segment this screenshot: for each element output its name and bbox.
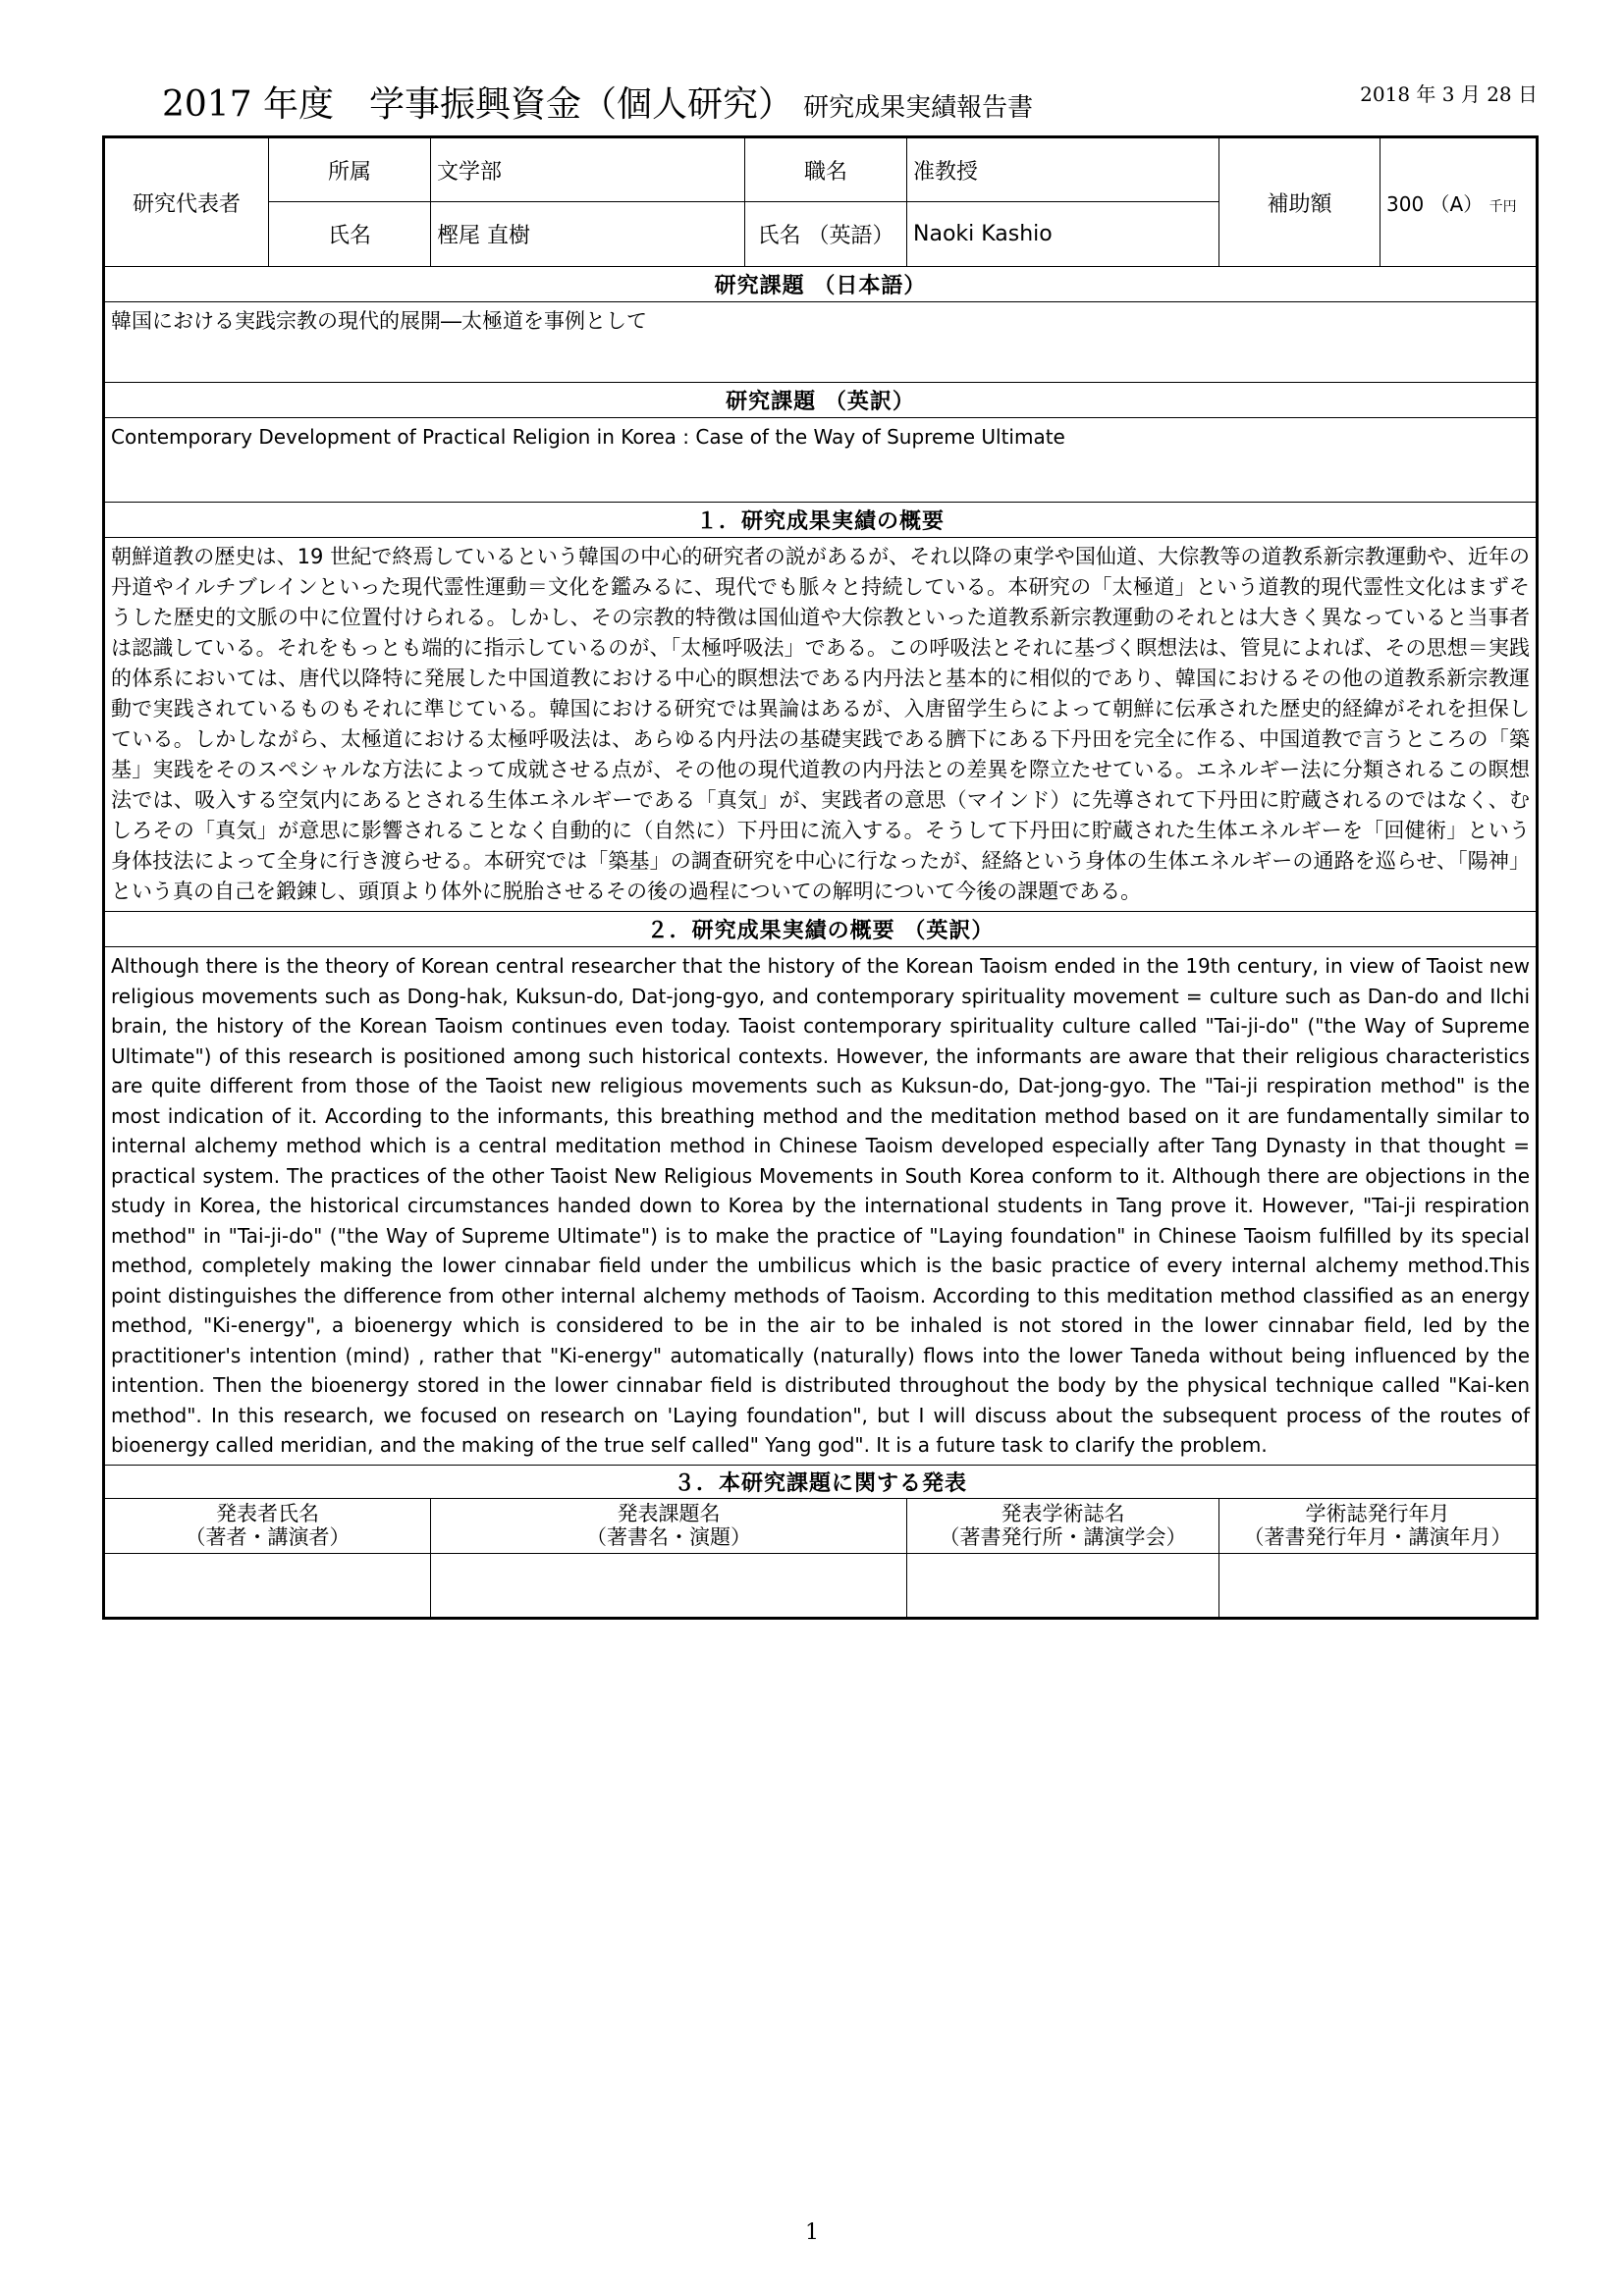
pub-col-journal-sub: （著書発行所・講演学会） [939, 1525, 1187, 1549]
summary-en-header-row [104, 912, 1538, 947]
pub-col-presenter-title: 発表者氏名 [216, 1502, 319, 1525]
summary-en-body-row [104, 947, 1538, 1466]
pub-col-title-sub: （著書名・演題） [586, 1525, 751, 1549]
publications-header-row [104, 1465, 1538, 1498]
name-label: 氏名 [269, 202, 431, 267]
topic-en-body-row [104, 418, 1538, 503]
grant-value [1380, 137, 1538, 267]
topic-ja-heading: 研究課題 （日本語） [104, 267, 1538, 302]
researcher-role-label: 研究代表者 [104, 137, 269, 267]
pub-col-presenter-sub: （著者・講演者） [185, 1525, 351, 1549]
topic-ja-header-row [104, 267, 1538, 302]
pub-col-date-sub: （著書発行年月・講演年月） [1243, 1525, 1512, 1549]
pub-col-presenter [104, 1498, 431, 1553]
title-main: 2017 年度 学事振興資金（個人研究） [162, 84, 794, 125]
topic-en-text: Contemporary Development of Practical Religion in Korea : Case of the Way of Supreme Ultimate [104, 418, 1538, 503]
pub-col-journal-title: 発表学術誌名 [1001, 1502, 1125, 1525]
name-value: 樫尾 直樹 [431, 202, 745, 267]
report-form [102, 135, 1539, 1620]
position-label: 職名 [745, 137, 907, 202]
pub-col-title-title: 発表課題名 [617, 1502, 721, 1525]
affiliation-label: 所属 [269, 137, 431, 202]
grant-label: 補助額 [1219, 137, 1380, 267]
title-sub: 研究成果実績報告書 [803, 93, 1034, 123]
summary-ja-header-row [104, 503, 1538, 538]
pub-cell-presenter [104, 1553, 431, 1618]
topic-en-header-row [104, 383, 1538, 418]
summary-ja-heading: １．研究成果実績の概要 [104, 503, 1538, 538]
pub-cell-title [431, 1553, 907, 1618]
summary-ja-text: 朝鮮道教の歴史は、19 世紀で終焉しているという韓国の中心的研究者の説があるが、それ以降の東学や国仙道、大倧教等の道教系新宗教運動や、近年の丹道やイルチブレインといった現代霊性運動＝文化を鑑みるに、現代でも脈々と持続している。本研究の「太極道」という道教的現代霊性文化はまずそうした歴史的文脈の中に位置付けられる。しかし、その宗教的特徴は国仙道や大倧教といった道教系新宗教運動のそれとは大きく異なっていると当事者は認識している。それをもっとも端的に指示しているのが、「太極呼吸法」である。この呼吸法とそれに基づく瞑想法は、管見によれば、その思想＝実践的体系においては、唐代以降特に発展した中国道教における中心的瞑想法である内丹法と基本的に相似的であり、韓国におけるその他の道教系新宗教運動で実践されているものもそれに準じている。韓国における研究では異論はあるが、入唐留学生らによって朝鮮に伝承された歴史的経緯がそれを担保している。しかしながら、太極道における太極呼吸法は、あらゆる内丹法の基礎実践である臍下にある下丹田を完全に作る、中国道教で言うところの「築基」実践をそのスペシャルな方法によって成就させる点が、その他の現代道教の内丹法との差異を際立たせている。エネルギー法に分類されるこの瞑想法では、吸入する空気内にあるとされる生体エネルギーである「真気」が、実践者の意思（マインド）に先導されて下丹田に貯蔵されるのではなく、むしろその「真気」が意思に影響されることなく自動的に（自然に）下丹田に流入する。そうして下丹田に貯蔵された生体エネルギーを「回健術」という身体技法によって全身に行き渡らせる。本研究では「築基」の調査研究を中心に行なったが、経絡という身体の生体エネルギーの通路を巡らせ、「陽神」という真の自己を鍛錬し、頭頂より体外に脱胎させるその後の過程についての解明について今後の課題である。 [104, 538, 1538, 912]
name-en-label: 氏名 （英語） [745, 202, 907, 267]
report-date: 2018 年 3 月 28 日 [1360, 82, 1538, 106]
pub-cell-date [1219, 1553, 1538, 1618]
topic-ja-body-row [104, 302, 1538, 383]
publications-entry-row [104, 1553, 1538, 1618]
pub-col-date-title: 学術誌発行年月 [1305, 1502, 1450, 1525]
pub-col-title [431, 1498, 907, 1553]
publications-heading: ３．本研究課題に関する発表 [104, 1465, 1538, 1498]
summary-en-text: Although there is the theory of Korean central researcher that the history of the Korean Taoism ended in the 19th century, in view of Taoist new religious movements such as Dong-hak, Kuksun-do, Dat-jong-gyo, and contemporary spirituality movement = culture such as Dan-do and Ilchi brain, the history of the Korean Taoism continues even today. Taoist contemporary spirituality culture called "Tai-ji-do" ("the Way of Supreme Ultimate") of this research is positioned among such historical contexts. However, the informants are aware that their religious characteristics are quite different from those of the Taoist new religious movements such as Kuksun-do, Dat-jong-gyo. The "Tai-ji respiration method" is the most indication of it. According to the informants, this breathing method and the meditation method based on it are fundamentally similar to internal alchemy method which is a central meditation method in Chinese Taoism developed especially after Tang Dynasty in that thought = practical system. The practices of the other Taoist New Religious Movements in South Korea conform to it. Although there are objections in the study in Korea, the historical circumstances handed down to Korea by the international students in Tang prove it. However, "Tai-ji respiration method" in "Tai-ji-do" ("the Way of Supreme Ultimate") is to make the practice of "Laying foundation" in Chinese Taoism fulfilled by its special method, completely making the lower cinnabar field under the umbilicus which is the basic practice of every internal alchemy method.This point distinguishes the difference from other internal alchemy methods of Taoism. According to this meditation method classified as an energy method, "Ki-energy", a bioenergy which is considered to be in the air to be inhaled is not stored in the lower cinnabar field, led by the practitioner's intention (mind) , rather that "Ki-energy" automatically (naturally) flows into the lower Taneda without being influenced by the intention. Then the bioenergy stored in the lower cinnabar field is distributed throughout the body by the physical technique called "Kai-ken method". In this research, we focused on research on 'Laying foundation", but I will discuss about the subsequent process of the routes of bioenergy called meridian, and the making of the true self called" Yang god". It is a future task to clarify the problem. [104, 947, 1538, 1466]
summary-en-heading: ２．研究成果実績の概要 （英訳） [104, 912, 1538, 947]
summary-ja-body-row [104, 538, 1538, 912]
grant-unit: 千円 [1489, 198, 1517, 215]
topic-en-heading: 研究課題 （英訳） [104, 383, 1538, 418]
pub-col-journal [907, 1498, 1219, 1553]
topic-ja-text: 韓国における実践宗教の現代的展開―太極道を事例として [104, 302, 1538, 383]
report-title [162, 77, 1242, 127]
grant-amount: 300 （A） [1386, 191, 1484, 216]
publications-columns-row [104, 1498, 1538, 1553]
pub-col-date [1219, 1498, 1538, 1553]
pub-cell-journal [907, 1553, 1219, 1618]
researcher-row-1 [104, 137, 1538, 202]
affiliation-value: 文学部 [431, 137, 745, 202]
name-en-value: Naoki Kashio [907, 202, 1219, 267]
page-number: 1 [805, 2220, 819, 2245]
position-value: 准教授 [907, 137, 1219, 202]
